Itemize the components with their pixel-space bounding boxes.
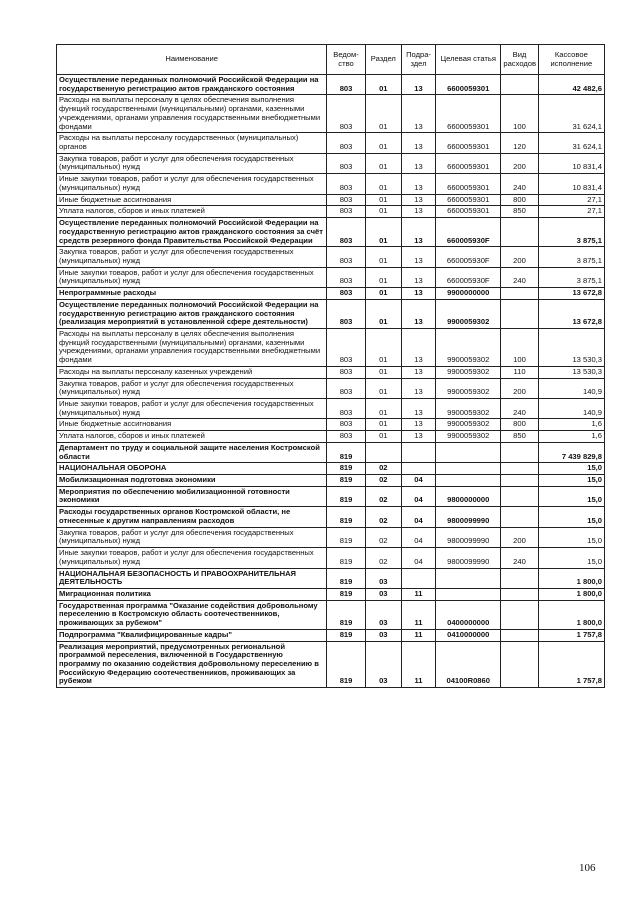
- cell-expense-type: 850: [501, 206, 538, 218]
- cell-expense-type: 200: [501, 527, 538, 547]
- cell-podrazdel: 13: [401, 206, 435, 218]
- cell-razdel: 01: [365, 247, 401, 267]
- cell-target-article: 9800099990: [436, 527, 501, 547]
- cell-razdel: 01: [365, 419, 401, 431]
- cell-vedomstvo: 803: [327, 267, 365, 287]
- table-row: [57, 194, 605, 206]
- cell-expense-type: [501, 629, 538, 641]
- cell-expense-type: [501, 486, 538, 506]
- cell-podrazdel: 04: [401, 548, 435, 568]
- cell-podrazdel: 13: [401, 153, 435, 173]
- cell-razdel: 01: [365, 267, 401, 287]
- cell-expense-type: 240: [501, 267, 538, 287]
- cell-amount: 140,9: [538, 378, 604, 398]
- cell-target-article: 9900059302: [436, 431, 501, 443]
- cell-amount: 3 875,1: [538, 247, 604, 267]
- cell-razdel: 01: [365, 399, 401, 419]
- cell-amount: 10 831,4: [538, 153, 604, 173]
- cell-name: Миграционная политика: [57, 588, 327, 600]
- cell-target-article: 9900059302: [436, 299, 501, 328]
- cell-name: Расходы на выплаты персоналу в целях обеспечения выполнения функций государственными (муниципальными) органами, казенными учреждениями, органами управления государственными внебюджетными фондами: [57, 95, 327, 133]
- cell-podrazdel: 04: [401, 486, 435, 506]
- cell-target-article: 9900000000: [436, 288, 501, 300]
- header-razdel: Раздел: [365, 45, 401, 75]
- cell-razdel: 01: [365, 174, 401, 194]
- cell-podrazdel: 13: [401, 75, 435, 95]
- cell-name: Непрограммные расходы: [57, 288, 327, 300]
- page-number: 106: [579, 862, 596, 874]
- cell-podrazdel: 13: [401, 328, 435, 366]
- cell-amount: 1,6: [538, 419, 604, 431]
- cell-podrazdel: 11: [401, 629, 435, 641]
- cell-razdel: 03: [365, 568, 401, 588]
- table-row: [57, 174, 605, 194]
- cell-razdel: 03: [365, 588, 401, 600]
- cell-podrazdel: 04: [401, 475, 435, 487]
- cell-name: НАЦИОНАЛЬНАЯ БЕЗОПАСНОСТЬ И ПРАВООХРАНИТЕЛЬНАЯ ДЕЯТЕЛЬНОСТЬ: [57, 568, 327, 588]
- cell-target-article: [436, 463, 501, 475]
- cell-razdel: 01: [365, 328, 401, 366]
- cell-expense-type: 200: [501, 247, 538, 267]
- cell-vedomstvo: 819: [327, 568, 365, 588]
- cell-name: Расходы на выплаты персоналу казенных учреждений: [57, 366, 327, 378]
- cell-target-article: 660005930F: [436, 218, 501, 247]
- cell-target-article: 6600059301: [436, 206, 501, 218]
- cell-vedomstvo: 803: [327, 366, 365, 378]
- cell-vedomstvo: 803: [327, 75, 365, 95]
- cell-vedomstvo: 819: [327, 507, 365, 527]
- cell-razdel: 02: [365, 475, 401, 487]
- cell-vedomstvo: 819: [327, 442, 365, 462]
- cell-vedomstvo: 819: [327, 629, 365, 641]
- cell-amount: 31 624,1: [538, 133, 604, 153]
- cell-vedomstvo: 803: [327, 378, 365, 398]
- cell-name: Иные закупки товаров, работ и услуг для обеспечения государственных (муниципальных) нужд: [57, 548, 327, 568]
- cell-target-article: 9900059302: [436, 366, 501, 378]
- cell-amount: 1 800,0: [538, 600, 604, 629]
- cell-target-article: 9800099990: [436, 548, 501, 568]
- cell-expense-type: [501, 288, 538, 300]
- header-vedomstvo: Ведом-ство: [327, 45, 365, 75]
- cell-podrazdel: 13: [401, 431, 435, 443]
- cell-razdel: 02: [365, 548, 401, 568]
- cell-amount: 1 800,0: [538, 588, 604, 600]
- cell-target-article: [436, 475, 501, 487]
- cell-vedomstvo: 819: [327, 641, 365, 688]
- cell-target-article: 9900059302: [436, 328, 501, 366]
- cell-razdel: 03: [365, 600, 401, 629]
- table-row: [57, 475, 605, 487]
- cell-target-article: 6600059301: [436, 133, 501, 153]
- cell-razdel: 02: [365, 463, 401, 475]
- cell-podrazdel: 13: [401, 174, 435, 194]
- cell-razdel: 02: [365, 486, 401, 506]
- table-row: [57, 153, 605, 173]
- cell-expense-type: [501, 475, 538, 487]
- table-row: [57, 366, 605, 378]
- table-row: [57, 378, 605, 398]
- cell-podrazdel: 13: [401, 366, 435, 378]
- cell-amount: 31 624,1: [538, 95, 604, 133]
- cell-expense-type: 200: [501, 378, 538, 398]
- cell-name: Закупка товаров, работ и услуг для обеспечения государственных (муниципальных) нужд: [57, 247, 327, 267]
- cell-razdel: 01: [365, 133, 401, 153]
- header-expense-type: Вид расходов: [501, 45, 538, 75]
- table-header-row: [57, 45, 605, 75]
- cell-amount: 1 800,0: [538, 568, 604, 588]
- cell-podrazdel: 13: [401, 419, 435, 431]
- table-row: [57, 507, 605, 527]
- cell-vedomstvo: 803: [327, 247, 365, 267]
- cell-name: Закупка товаров, работ и услуг для обеспечения государственных (муниципальных) нужд: [57, 378, 327, 398]
- header-podrazdel: Подра-здел: [401, 45, 435, 75]
- cell-amount: 13 530,3: [538, 328, 604, 366]
- cell-podrazdel: [401, 442, 435, 462]
- cell-podrazdel: 13: [401, 247, 435, 267]
- cell-vedomstvo: 803: [327, 299, 365, 328]
- cell-name: Мобилизационная подготовка экономики: [57, 475, 327, 487]
- cell-name: Иные закупки товаров, работ и услуг для обеспечения государственных (муниципальных) нужд: [57, 399, 327, 419]
- cell-razdel: 01: [365, 366, 401, 378]
- cell-name: Иные бюджетные ассигнования: [57, 419, 327, 431]
- cell-podrazdel: [401, 568, 435, 588]
- cell-vedomstvo: 803: [327, 153, 365, 173]
- cell-podrazdel: 11: [401, 588, 435, 600]
- cell-vedomstvo: 819: [327, 600, 365, 629]
- cell-expense-type: 100: [501, 95, 538, 133]
- cell-amount: 42 482,6: [538, 75, 604, 95]
- cell-amount: 27,1: [538, 194, 604, 206]
- cell-target-article: [436, 442, 501, 462]
- cell-name: Осуществление переданных полномочий Российской Федерации на государственную регистрацию актов гражданского состояния за счёт средств резервного фонда Правительства Российской Федерации: [57, 218, 327, 247]
- cell-amount: 1 757,8: [538, 629, 604, 641]
- table-row: [57, 267, 605, 287]
- cell-name: Закупка товаров, работ и услуг для обеспечения государственных (муниципальных) нужд: [57, 153, 327, 173]
- table-row: [57, 419, 605, 431]
- header-target-article: Целевая статья: [436, 45, 501, 75]
- cell-name: Осуществление переданных полномочий Российской Федерации на государственную регистрацию актов гражданского состояния (реализация мероприятий в установленной сфере деятельности): [57, 299, 327, 328]
- cell-target-article: 6600059301: [436, 194, 501, 206]
- cell-amount: 1,6: [538, 431, 604, 443]
- table-row: [57, 463, 605, 475]
- cell-name: Расходы на выплаты персоналу в целях обеспечения выполнения функций государственными (муниципальными) органами, казенными учреждениями, органами управления государственными внебюджетными фондами: [57, 328, 327, 366]
- cell-amount: 15,0: [538, 507, 604, 527]
- cell-expense-type: 120: [501, 133, 538, 153]
- cell-razdel: 01: [365, 95, 401, 133]
- table-row: [57, 486, 605, 506]
- cell-podrazdel: 11: [401, 600, 435, 629]
- cell-amount: 13 672,8: [538, 288, 604, 300]
- cell-name: Мероприятия по обеспечению мобилизационной готовности экономики: [57, 486, 327, 506]
- table-row: [57, 442, 605, 462]
- cell-podrazdel: 13: [401, 378, 435, 398]
- table-row: [57, 218, 605, 247]
- cell-amount: 15,0: [538, 548, 604, 568]
- cell-vedomstvo: 819: [327, 527, 365, 547]
- cell-razdel: 01: [365, 299, 401, 328]
- cell-vedomstvo: 803: [327, 133, 365, 153]
- cell-vedomstvo: 803: [327, 218, 365, 247]
- cell-name: Департамент по труду и социальной защите населения Костромской области: [57, 442, 327, 462]
- table-row: [57, 95, 605, 133]
- cell-vedomstvo: 803: [327, 174, 365, 194]
- table-row: [57, 600, 605, 629]
- cell-razdel: 01: [365, 431, 401, 443]
- cell-razdel: 01: [365, 194, 401, 206]
- cell-expense-type: [501, 442, 538, 462]
- table-row: [57, 431, 605, 443]
- cell-name: Закупка товаров, работ и услуг для обеспечения государственных (муниципальных) нужд: [57, 527, 327, 547]
- cell-podrazdel: 04: [401, 507, 435, 527]
- cell-amount: 15,0: [538, 475, 604, 487]
- cell-expense-type: [501, 507, 538, 527]
- cell-expense-type: [501, 588, 538, 600]
- cell-podrazdel: 11: [401, 641, 435, 688]
- cell-expense-type: 110: [501, 366, 538, 378]
- cell-expense-type: [501, 568, 538, 588]
- table-row: [57, 548, 605, 568]
- cell-name: Расходы на выплаты персоналу государственных (муниципальных) органов: [57, 133, 327, 153]
- cell-razdel: 01: [365, 378, 401, 398]
- cell-razdel: [365, 442, 401, 462]
- table-row: [57, 588, 605, 600]
- cell-target-article: 04100R0860: [436, 641, 501, 688]
- cell-podrazdel: 13: [401, 218, 435, 247]
- cell-name: НАЦИОНАЛЬНАЯ ОБОРОНА: [57, 463, 327, 475]
- cell-target-article: 6600059301: [436, 75, 501, 95]
- cell-vedomstvo: 803: [327, 288, 365, 300]
- cell-target-article: 9800099990: [436, 507, 501, 527]
- cell-expense-type: [501, 218, 538, 247]
- cell-target-article: 6600059301: [436, 153, 501, 173]
- cell-target-article: 0410000000: [436, 629, 501, 641]
- cell-expense-type: [501, 299, 538, 328]
- table-row: [57, 328, 605, 366]
- cell-expense-type: 200: [501, 153, 538, 173]
- cell-name: Иные бюджетные ассигнования: [57, 194, 327, 206]
- cell-expense-type: 800: [501, 419, 538, 431]
- cell-expense-type: 240: [501, 174, 538, 194]
- cell-target-article: 9900059302: [436, 419, 501, 431]
- cell-vedomstvo: 819: [327, 486, 365, 506]
- cell-target-article: 9800000000: [436, 486, 501, 506]
- cell-amount: 140,9: [538, 399, 604, 419]
- cell-amount: 13 672,8: [538, 299, 604, 328]
- cell-podrazdel: 13: [401, 288, 435, 300]
- cell-vedomstvo: 819: [327, 588, 365, 600]
- cell-name: Подпрограмма "Квалифицированные кадры": [57, 629, 327, 641]
- cell-razdel: 02: [365, 527, 401, 547]
- cell-amount: 15,0: [538, 527, 604, 547]
- cell-podrazdel: [401, 463, 435, 475]
- cell-amount: 1 757,8: [538, 641, 604, 688]
- cell-amount: 15,0: [538, 486, 604, 506]
- table-row: [57, 399, 605, 419]
- cell-amount: 27,1: [538, 206, 604, 218]
- header-cash-execution: Кассовое исполнение: [538, 45, 604, 75]
- budget-table: [56, 44, 605, 688]
- cell-expense-type: 800: [501, 194, 538, 206]
- table-row: [57, 133, 605, 153]
- cell-target-article: 9900059302: [436, 399, 501, 419]
- cell-podrazdel: 13: [401, 194, 435, 206]
- cell-expense-type: [501, 75, 538, 95]
- cell-vedomstvo: 819: [327, 548, 365, 568]
- cell-expense-type: [501, 463, 538, 475]
- cell-target-article: [436, 568, 501, 588]
- table-row: [57, 629, 605, 641]
- cell-amount: 13 530,3: [538, 366, 604, 378]
- cell-vedomstvo: 803: [327, 431, 365, 443]
- cell-vedomstvo: 803: [327, 399, 365, 419]
- cell-razdel: 03: [365, 629, 401, 641]
- cell-razdel: 01: [365, 218, 401, 247]
- cell-vedomstvo: 803: [327, 328, 365, 366]
- cell-name: Реализация мероприятий, предусмотренных региональной программой переселения, включенной в Государственную программу по оказанию содействия добровольному переселению в Российскую Федерацию соотечественников, проживающих за рубежом: [57, 641, 327, 688]
- cell-podrazdel: 13: [401, 95, 435, 133]
- cell-name: Расходы государственных органов Костромской области, не отнесенные к другим направлениям расходов: [57, 507, 327, 527]
- cell-vedomstvo: 803: [327, 206, 365, 218]
- table-row: [57, 641, 605, 688]
- cell-name: Государственная программа "Оказание содействия добровольному переселению в Костромскую область соотечественников, проживающих за рубежом": [57, 600, 327, 629]
- cell-expense-type: [501, 600, 538, 629]
- table-row: [57, 299, 605, 328]
- cell-vedomstvo: 819: [327, 475, 365, 487]
- header-name: Наименование: [57, 45, 327, 75]
- cell-expense-type: 240: [501, 548, 538, 568]
- cell-name: Уплата налогов, сборов и иных платежей: [57, 431, 327, 443]
- cell-expense-type: 850: [501, 431, 538, 443]
- cell-amount: 15,0: [538, 463, 604, 475]
- cell-target-article: [436, 588, 501, 600]
- table-row: [57, 568, 605, 588]
- table-row: [57, 247, 605, 267]
- cell-name: Иные закупки товаров, работ и услуг для обеспечения государственных (муниципальных) нужд: [57, 174, 327, 194]
- cell-name: Уплата налогов, сборов и иных платежей: [57, 206, 327, 218]
- cell-name: Осуществление переданных полномочий Российской Федерации на государственную регистрацию актов гражданского состояния: [57, 75, 327, 95]
- cell-razdel: 01: [365, 75, 401, 95]
- cell-amount: 3 875,1: [538, 218, 604, 247]
- cell-expense-type: [501, 641, 538, 688]
- cell-expense-type: 240: [501, 399, 538, 419]
- cell-amount: 10 831,4: [538, 174, 604, 194]
- cell-razdel: 01: [365, 153, 401, 173]
- cell-vedomstvo: 803: [327, 194, 365, 206]
- cell-razdel: 01: [365, 206, 401, 218]
- cell-target-article: 6600059301: [436, 174, 501, 194]
- table-row: [57, 206, 605, 218]
- cell-target-article: 660005930F: [436, 247, 501, 267]
- cell-vedomstvo: 803: [327, 95, 365, 133]
- table-row: [57, 75, 605, 95]
- cell-name: Иные закупки товаров, работ и услуг для обеспечения государственных (муниципальных) нужд: [57, 267, 327, 287]
- cell-amount: 3 875,1: [538, 267, 604, 287]
- cell-podrazdel: 13: [401, 133, 435, 153]
- cell-vedomstvo: 803: [327, 419, 365, 431]
- cell-amount: 7 439 829,8: [538, 442, 604, 462]
- cell-podrazdel: 13: [401, 399, 435, 419]
- cell-podrazdel: 04: [401, 527, 435, 547]
- cell-target-article: 0400000000: [436, 600, 501, 629]
- table-row: [57, 288, 605, 300]
- cell-razdel: 03: [365, 641, 401, 688]
- table-row: [57, 527, 605, 547]
- cell-razdel: 02: [365, 507, 401, 527]
- cell-vedomstvo: 819: [327, 463, 365, 475]
- cell-target-article: 6600059301: [436, 95, 501, 133]
- cell-podrazdel: 13: [401, 267, 435, 287]
- cell-razdel: 01: [365, 288, 401, 300]
- cell-expense-type: 100: [501, 328, 538, 366]
- cell-target-article: 9900059302: [436, 378, 501, 398]
- cell-podrazdel: 13: [401, 299, 435, 328]
- cell-target-article: 660005930F: [436, 267, 501, 287]
